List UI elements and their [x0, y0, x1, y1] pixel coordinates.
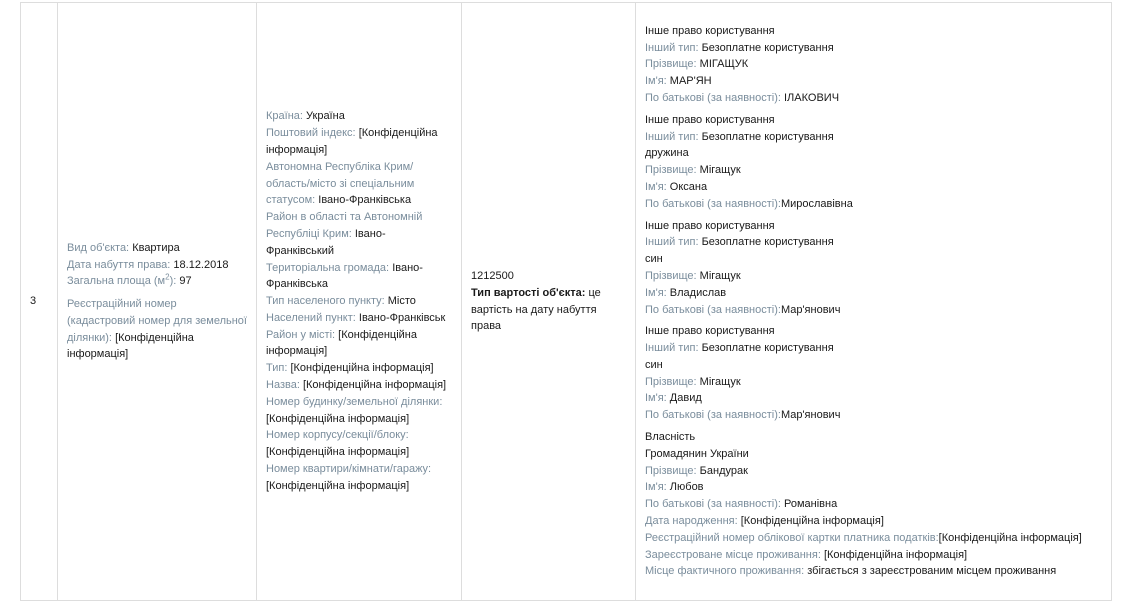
right-surname: Прізвище: Мігащук — [645, 375, 741, 388]
right-entry — [645, 112, 1102, 213]
address-building: Номер корпусу/секції/блоку: [Конфіденційна інформація] — [266, 429, 410, 459]
address-country: Країна: Україна — [266, 110, 345, 123]
right-relation: син — [645, 358, 663, 371]
right-surname: Прізвище: Мігащук — [645, 269, 741, 282]
object-type: Вид об'єкта: Квартира — [67, 241, 180, 254]
row-number-cell — [21, 3, 58, 601]
address-region: Автономна Республіка Крим/ область/місто зі спеціальним статусом: Івано-Франківська — [266, 160, 415, 207]
right-relation: син — [645, 253, 663, 266]
cost-type: Тип вартості об'єкта: це вартість на дату набуття права — [471, 286, 601, 333]
right-other-type: Інший тип: Безоплатне користування — [645, 342, 834, 355]
ownership-actual-address: Місце фактичного проживання: збігається з зареєстрованим місцем проживання — [645, 565, 1057, 578]
address-district: Район в області та Автономній Республіці Крим: Івано-Франківський — [266, 211, 423, 257]
right-type: Інше право користування — [645, 113, 775, 126]
right-other-type: Інший тип: Безоплатне користування — [645, 236, 834, 249]
cost-cell — [462, 3, 636, 601]
right-patronymic: По батькові (за наявності): ІЛАКОВИЧ — [645, 91, 840, 104]
right-name: Ім'я: МАР'ЯН — [645, 75, 712, 88]
right-patronymic: По батькові (за наявності):Мар'янович — [645, 303, 841, 316]
ownership-name: Ім'я: Любов — [645, 481, 704, 494]
address-street-name: Назва: [Конфіденційна інформація] — [266, 379, 447, 392]
ownership-entry — [645, 429, 1102, 580]
ownership-right: Власність — [645, 431, 696, 444]
address-city-district: Район у місті: [Конфіденційна інформація] — [266, 328, 417, 358]
address-apartment: Номер квартири/кімнати/гаражу: [Конфіденційна інформація] — [266, 463, 432, 492]
address-community: Територіальна громада: Івано-Франківська — [266, 261, 423, 291]
address-settlement-type: Тип населеного пункту: Місто — [266, 295, 416, 308]
table-row — [21, 3, 1112, 601]
object-cell — [58, 3, 257, 601]
ownership-dob: Дата народження: [Конфіденційна інформація] — [645, 515, 884, 528]
right-other-type: Інший тип: Безоплатне користування — [645, 130, 834, 143]
rights-cell — [636, 3, 1112, 601]
right-other-type: Інший тип: Безоплатне користування — [645, 41, 834, 54]
ownership-patronymic: По батькові (за наявності): Романівна — [645, 498, 838, 511]
ownership-registered-address: Зареєстроване місце проживання: [Конфіденційна інформація] — [645, 548, 968, 561]
right-patronymic: По батькові (за наявності):Мар'янович — [645, 409, 841, 422]
right-type: Інше право користування — [645, 219, 775, 232]
right-patronymic: По батькові (за наявності):Мирославівна — [645, 197, 853, 210]
ownership-surname: Прізвище: Бандурак — [645, 464, 748, 477]
ownership-tax-number: Реєстраційний номер облікової картки платника податків:[Конфіденційна інформація] — [645, 531, 1082, 544]
right-type: Інше право користування — [645, 24, 775, 37]
row-number: 3 — [30, 295, 37, 308]
right-entry — [645, 218, 1102, 319]
right-surname: Прізвище: МІГАЩУК — [645, 58, 749, 71]
declaration-table — [20, 2, 1112, 601]
address-cell — [257, 3, 462, 601]
ownership-citizenship: Громадянин України — [645, 447, 749, 460]
right-name: Ім'я: Оксана — [645, 180, 708, 193]
rights-list — [645, 23, 1102, 424]
cost-value: 1212500 — [471, 269, 514, 282]
right-name: Ім'я: Владислав — [645, 286, 727, 299]
right-entry — [645, 23, 1102, 107]
right-entry — [645, 323, 1102, 424]
acquisition-date: Дата набуття права: 18.12.2018 — [67, 258, 229, 271]
right-type: Інше право користування — [645, 325, 775, 338]
address-settlement: Населений пункт: Івано-Франківськ — [266, 311, 446, 324]
right-surname: Прізвище: Мігащук — [645, 164, 741, 177]
address-house: Номер будинку/земельної ділянки: [Конфіденційна інформація] — [266, 395, 443, 425]
cadastral-number: Реєстраційний номер (кадастровий номер для земельної ділянки): [Конфіденційна інформація] — [67, 298, 247, 361]
address-postal: Поштовий індекс: [Конфіденційна інформація] — [266, 127, 438, 156]
total-area: Загальна площа $(м^2)$: 97 — [67, 272, 192, 288]
right-name: Ім'я: Давид — [645, 392, 702, 405]
right-relation: дружина — [645, 147, 689, 160]
address-street-type: Тип: [Конфіденційна інформація] — [266, 362, 434, 375]
